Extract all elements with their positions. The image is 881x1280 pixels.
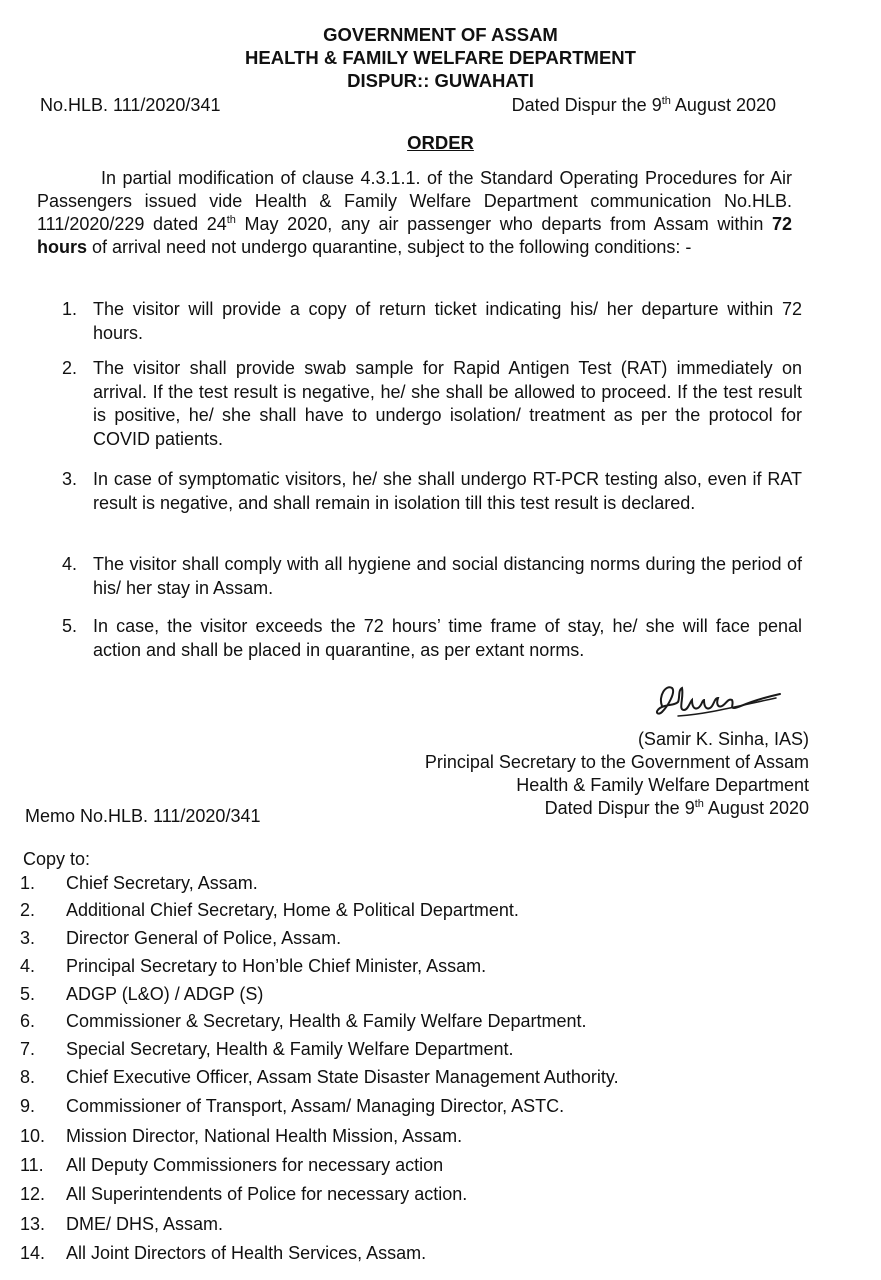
intro-paragraph: In partial modification of clause 4.3.1.1. of the Standard Operating Procedures for Air Passengers issued vide Health & Family Welfare Department communication No.HLB. 111/2020/229 dated 24th May 2020, any air passenger who departs from Assam within 72 hours of arrival need not undergo quarantine, subject to the following conditions: - <box>37 168 792 257</box>
copy-to-item: 4. Principal Secretary to Hon’ble Chief Minister, Assam. <box>20 956 487 976</box>
copy-to-item: 13. DME/ DHS, Assam. <box>20 1214 224 1234</box>
signatory-name: (Samir K. Sinha, IAS) <box>637 729 809 749</box>
signatory-department: Health & Family Welfare Department <box>516 775 809 795</box>
handwritten-signature <box>648 676 788 724</box>
signatory-title: Principal Secretary to the Government of Assam <box>424 752 809 772</box>
header-location: DISPUR:: GUWAHATI <box>347 70 534 91</box>
reference-number: No.HLB. 111/2020/341 <box>40 95 221 115</box>
copy-to-item: 9. Commissioner of Transport, Assam/ Managing Director, ASTC. <box>20 1096 565 1116</box>
copy-to-item: 6. Commissioner & Secretary, Health & Family Welfare Department. <box>20 1011 587 1031</box>
copy-to-item: 10. Mission Director, National Health Mission, Assam. <box>20 1126 463 1146</box>
copy-to-item: 14. All Joint Directors of Health Services, Assam. <box>20 1243 427 1263</box>
copy-to-item: 1. Chief Secretary, Assam. <box>20 873 258 893</box>
reference-date: Dated Dispur the 9th August 2020 <box>511 95 776 115</box>
copy-to-item: 8. Chief Executive Officer, Assam State Disaster Management Authority. <box>20 1067 619 1087</box>
copy-to-label: Copy to: <box>23 849 91 869</box>
order-document: GOVERNMENT OF ASSAM HEALTH & FAMILY WELFARE DEPARTMENT DISPUR:: GUWAHATI No.HLB. 111/2020/341 Dated Dispur the 9th August 2020 ORDER In partial modification of clause 4.3.1.1. of the Standard Operating Procedures for Air Passengers issued vide Health & Family Welfare Department communication No.HLB. 111/2020/229 dated 24th May 2020, any air passenger who departs from Assam within 72 hours of arrival need not undergo quarantine, subject to the following conditions: - 1. The visitor will provide a copy of return ticket indicating his/ her departure within 72 hours. 2. The visitor shall provide swab sample for Rapid Antigen Test (RAT) immediately on arrival. If the test result is negative, he/ she shall be allowed to proceed. If the test result is positive, he/ she shall have to undergo isolation/ treatment as per the protocol for COVID patients. 3. In case of symptomatic visitors, he/ she shall undergo RT-PCR testing also, even if RAT result is negative, and shall remain in isolation till this test result is declared. 4. The visitor shall comply with all hygiene and social distancing norms during the period of his/ her stay in Assam. 5. In case, the visitor exceeds the 72 hours’ time frame of stay, he/ she will face penal action and shall be placed in quarantine, as per extant norms. (Samir K. Sinha, IAS) Principal Secretary to the Government of Assam Health & Family Welfare Department Dated Dispur the 9th August 2020 Memo No.HLB. 111/2020/341 Copy to: 1. Chief Secretary, Assam. 2. Additional Chief Secretary, Home & Political Department. 3. Director General of Police, Assam. 4. Principal Secretary to Hon’ble Chief Minister, Assam. 5. ADGP (L&O) / ADGP (S) 6. Commissioner & Secretary, Health & Family Welfare Department. 7. Special Secretary, Health & Family Welfare Department. 8. Chief Executive Officer, Assam State Disaster Management Authority. 9. Commissioner of Transport, Assam/ Managing Director, ASTC. 10. Mission Director, National Health Mission, Assam. 11. All Deputy Commissioners for necessary action 12. All Superintendents of Police for necessary action. 13. DME/ DHS, Assam. 14. All Joint Directors of Health Services, Assam. <box>0 0 881 1280</box>
copy-to-item: 7. Special Secretary, Health & Family Welfare Department. <box>20 1039 514 1059</box>
copy-to-item: 12. All Superintendents of Police for necessary action. <box>20 1184 468 1204</box>
memo-number: Memo No.HLB. 111/2020/341 <box>25 806 261 826</box>
copy-to-item: 5. ADGP (L&O) / ADGP (S) <box>20 984 264 1004</box>
header-department: HEALTH & FAMILY WELFARE DEPARTMENT <box>245 47 636 68</box>
header-government: GOVERNMENT OF ASSAM <box>323 24 558 45</box>
copy-to-item: 2. Additional Chief Secretary, Home & Political Department. <box>20 900 519 920</box>
signatory-block <box>425 728 809 820</box>
order-title: ORDER <box>407 132 474 153</box>
copy-to-item: 11. All Deputy Commissioners for necessary action <box>20 1155 444 1175</box>
copy-to-item: 3. Director General of Police, Assam. <box>20 928 342 948</box>
signatory-date: Dated Dispur the 9th August 2020 <box>544 798 809 818</box>
